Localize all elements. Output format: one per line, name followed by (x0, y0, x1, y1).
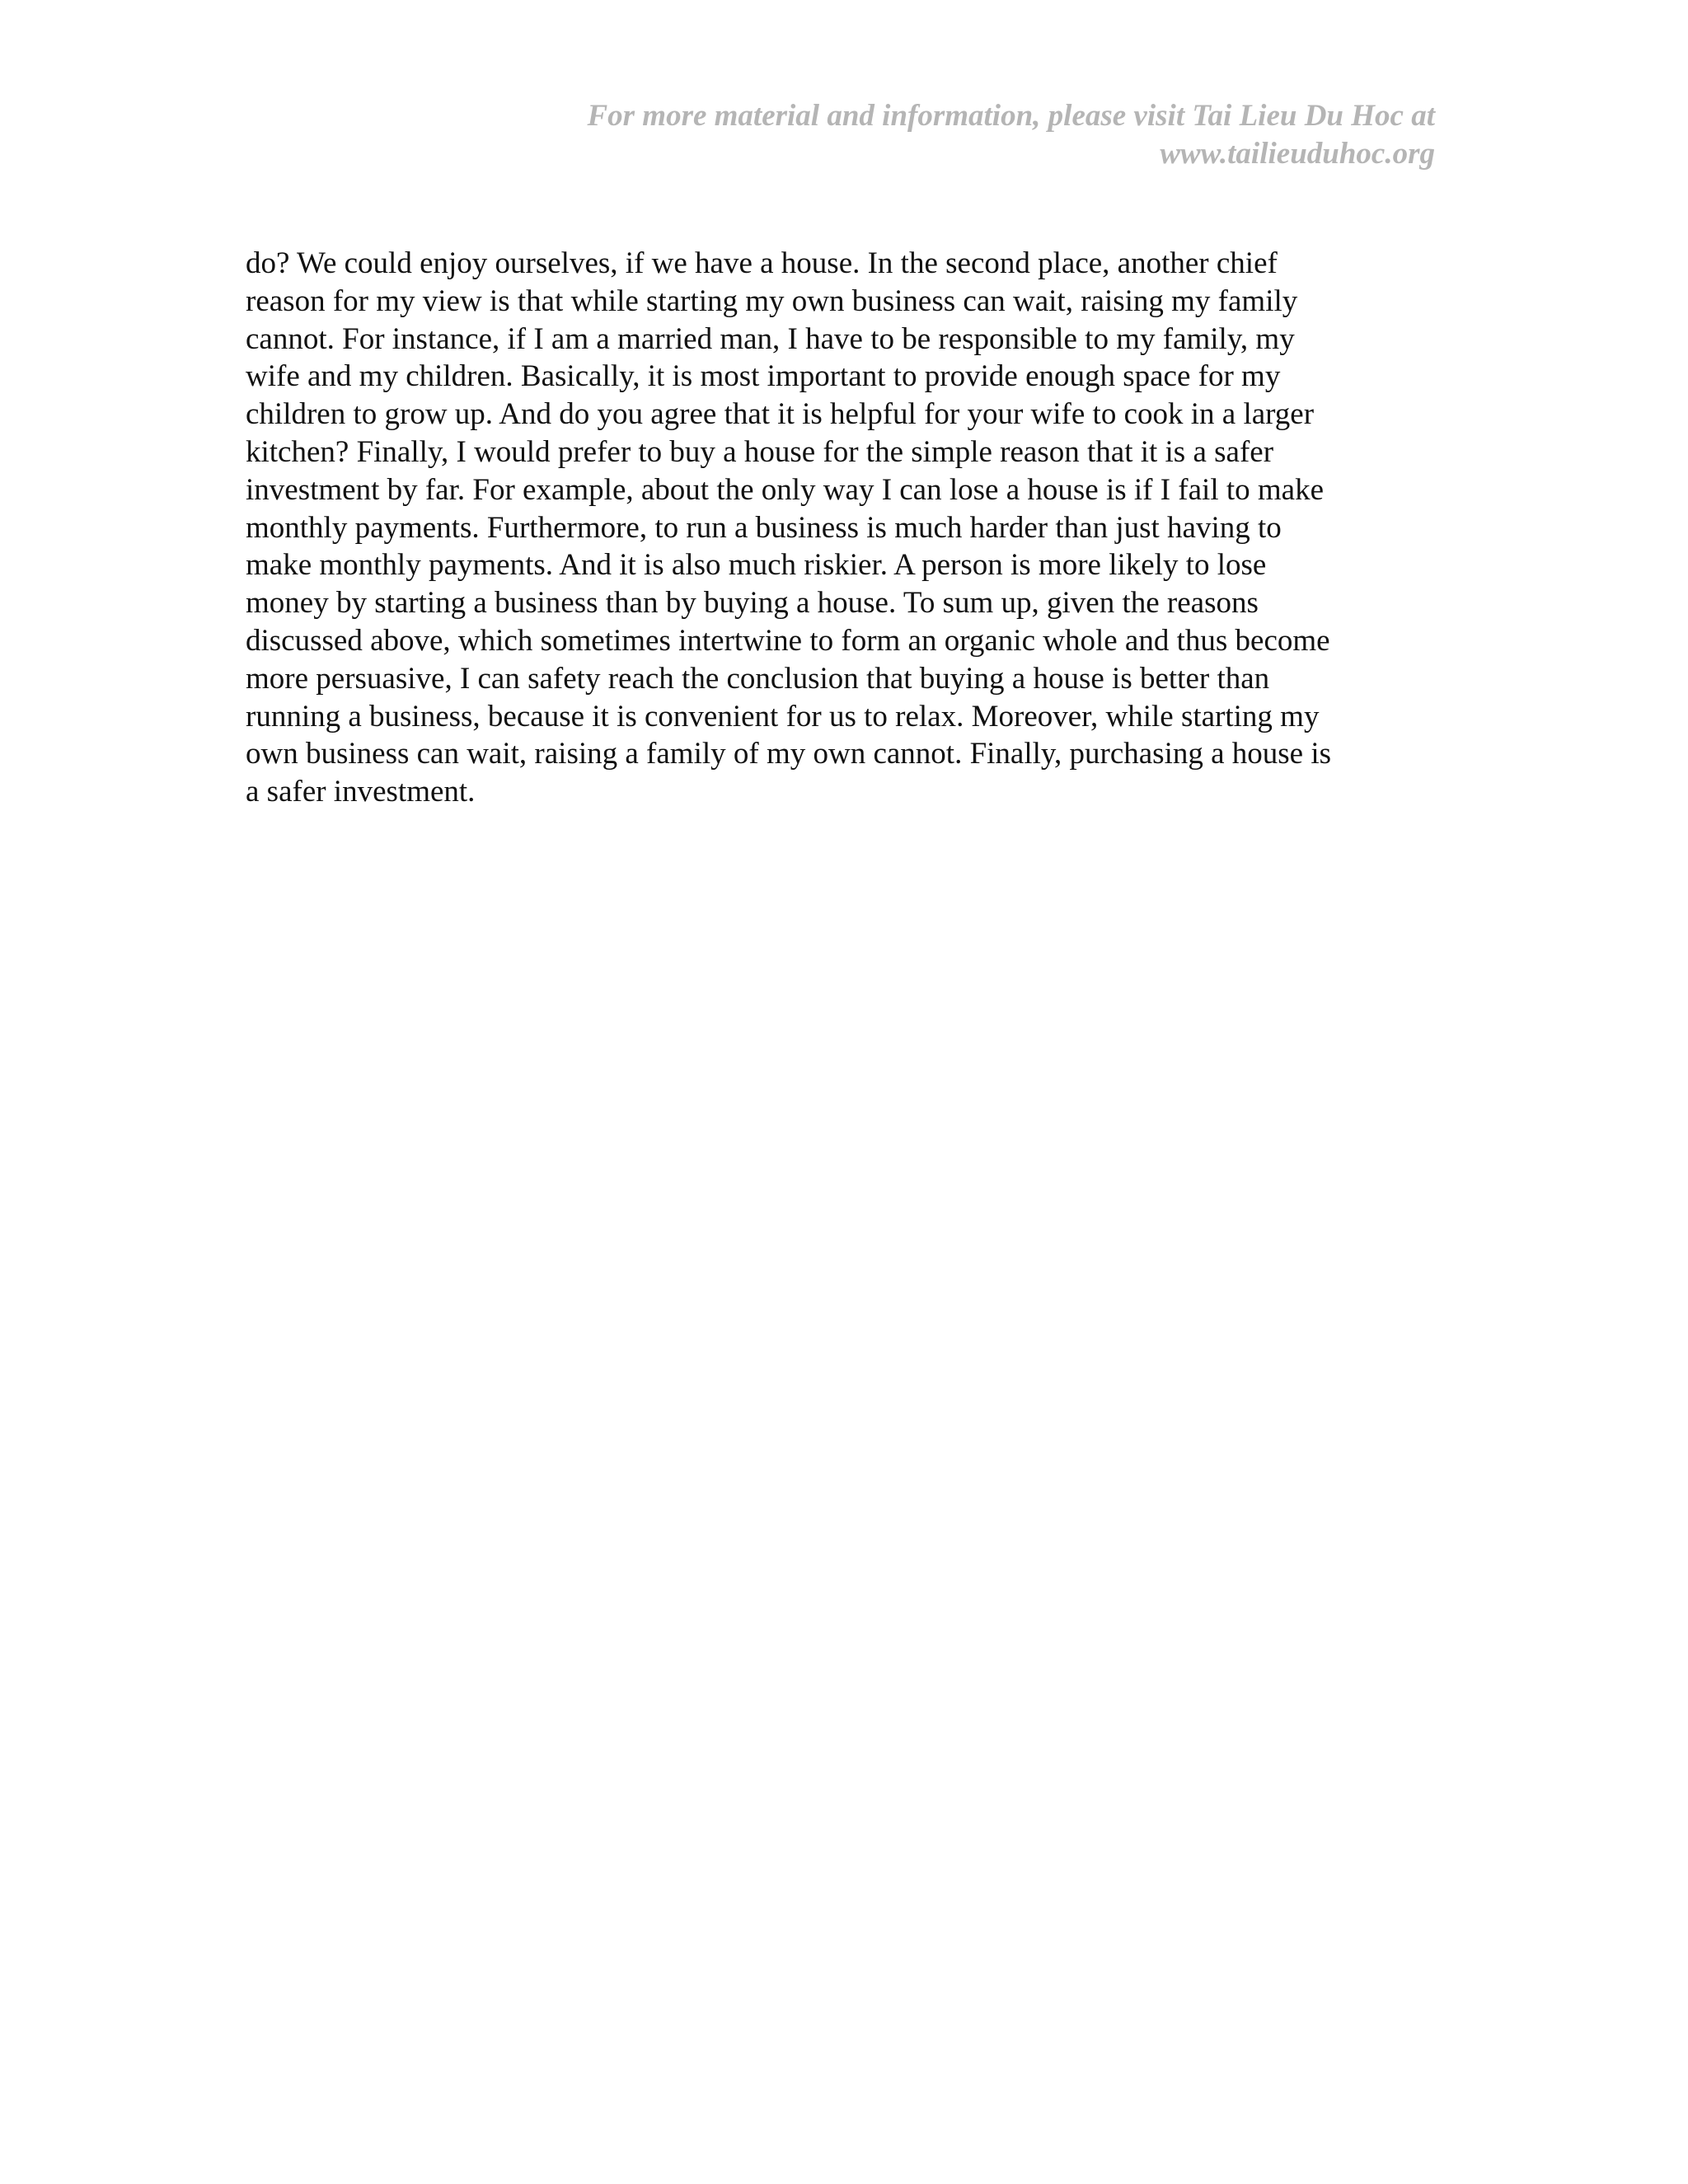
text-line: do? We could enjoy ourselves, if we have a house. In the second place, another chief (246, 246, 1278, 280)
header-line-1: For more material and information, please visit Tai Lieu Du Hoc at (587, 99, 1435, 133)
header-url: www.tailieuduhoc.org (1160, 137, 1435, 171)
body-paragraph (246, 245, 1432, 811)
text-line: money by starting a business than by buying a house. To sum up, given the reasons (246, 586, 1259, 621)
text-line: more persuasive, I can safety reach the conclusion that buying a house is better than (246, 661, 1270, 696)
text-line: kitchen? Finally, I would prefer to buy a house for the simple reason that it is a safer (246, 434, 1274, 469)
text-line: running a business, because it is convenient for us to relax. Moreover, while starting my (246, 699, 1320, 733)
text-line: cannot. For instance, if I am a married man, I have to be responsible to my family, my (246, 321, 1295, 356)
text-line: discussed above, which sometimes intertwine to form an organic whole and thus become (246, 623, 1330, 658)
text-line: children to grow up. And do you agree that it is helpful for your wife to cook in a larger (246, 397, 1315, 432)
text-line: monthly payments. Furthermore, to run a business is much harder than just having to (246, 510, 1282, 545)
text-line: reason for my view is that while starting my own business can wait, raising my family (246, 284, 1298, 318)
page-header (199, 97, 1435, 173)
text-line: wife and my children. Basically, it is most important to provide enough space for my (246, 359, 1281, 394)
text-line: a safer investment. (246, 775, 476, 809)
text-line: make monthly payments. And it is also much riskier. A person is more likely to lose (246, 548, 1267, 583)
text-line: own business can wait, raising a family of my own cannot. Finally, purchasing a house is (246, 737, 1332, 771)
text-line: investment by far. For example, about the only way I can lose a house is if I fail to make (246, 472, 1325, 507)
